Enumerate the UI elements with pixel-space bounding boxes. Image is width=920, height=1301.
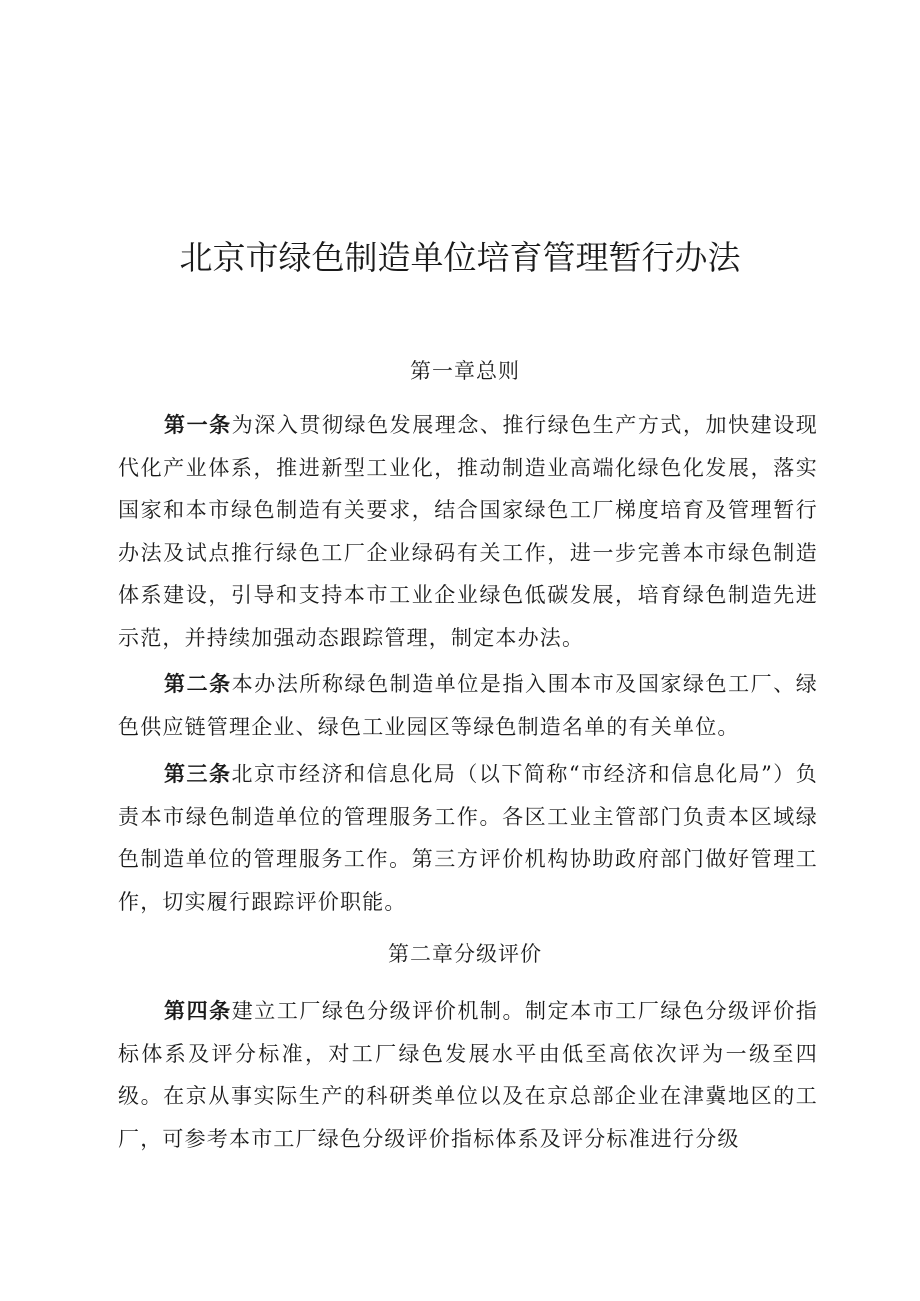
article-text: 建立工厂绿色分级评价机制。制定本市工厂绿色分级评价指标体系及评分标准，对工厂绿色发展水平由低至高依次评为一级至四级。在京从事实际生产的科研类单位以及在京总部企业在津冀地区的工厂，可参考本市工厂绿色分级评价指标体系及评分标准进行分级 — [118, 999, 818, 1151]
article-text: 本办法所称绿色制造单位是指入围本市及国家绿色工厂、绿色供应链管理企业、绿色工业园区等绿色制造名单的有关单位。 — [118, 672, 818, 739]
article-number: 第三条 — [164, 761, 232, 786]
article-number: 第四条 — [164, 998, 232, 1023]
article-number: 第一条 — [164, 412, 232, 437]
article-3 — [118, 753, 818, 923]
article-4 — [118, 990, 818, 1160]
chapter-heading-2: 第二章分级评价 — [388, 942, 542, 966]
article-number: 第二条 — [164, 671, 232, 696]
document-title: 北京市绿色制造单位培育管理暂行办法 — [179, 238, 741, 277]
article-text: 北京市经济和信息化局（以下简称“市经济和信息化局”）负责本市绿色制造单位的管理服务工作。各区工业主管部门负责本区域绿色制造单位的管理服务工作。第三方评价机构协助政府部门做好管理工作，切实履行跟踪评价职能。 — [118, 762, 818, 914]
article-2 — [118, 663, 818, 748]
article-1 — [118, 404, 818, 660]
chapter-heading-1: 第一章总则 — [410, 359, 520, 383]
article-text: 为深入贯彻绿色发展理念、推行绿色生产方式，加快建设现代化产业体系，推进新型工业化，推动制造业高端化绿色化发展，落实国家和本市绿色制造有关要求，结合国家绿色工厂梯度培育及管理暂行办法及试点推行绿色工厂企业绿码有关工作，进一步完善本市绿色制造体系建设，引导和支持本市工业企业绿色低碳发展，培育绿色制造先进示范，并持续加强动态跟踪管理，制定本办法。 — [118, 413, 818, 650]
